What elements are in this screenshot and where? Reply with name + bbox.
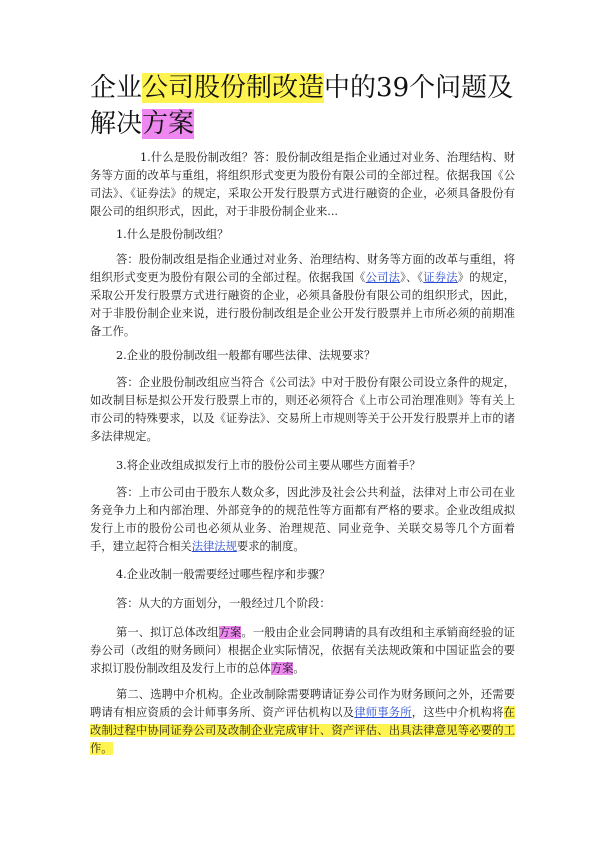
answer-3-text-a: 答：上市公司由于股东人数众多，因此涉及社会公共利益，法律对上市公司在业务竞争力上和内部治理、外部竞争的的规范性等方面都有严格的要求。企业改组成拟发行上市的股份公司也必须从业务、治理规范、同业竞争、关联交易等几个方面着手，建立起符合相关: [90, 486, 515, 553]
answer-1-text-b: 》、《: [400, 271, 424, 284]
answer-2: 答：企业股份制改组应当符合《公司法》中对于股份有限公司设立条件的规定，如改制目标是拟公开发行股票上市的，则还必须符合《上市公司治理准则》等有关上市公司的特殊要求，以及《证券法》、交易所上市规则等关于公开发行股票并上市的诸多法律规定。: [90, 376, 515, 443]
step-2-highlight: 在改制过程中协同证券公司及改制企业完成审计、资产评估、出具法律意见等必要的工作。: [90, 706, 515, 755]
step-1-paragraph: [90, 624, 515, 678]
page-title: [90, 70, 520, 142]
securities-law-link[interactable]: 证券法: [423, 271, 458, 284]
step-1-text-c: 。: [293, 662, 305, 675]
answer-1: [90, 251, 515, 341]
law-firm-link[interactable]: 律师事务所: [354, 706, 412, 719]
title-highlight-pink: 方案: [142, 109, 195, 139]
question-4: 4.企业改制一般需要经过哪些程序和步骤？: [116, 568, 331, 581]
answer-3-text-b: 要求的制度。: [236, 540, 305, 553]
step-2-text-b: ，这些中介机构将: [411, 706, 504, 719]
step-1-highlight-1: 方案: [218, 626, 242, 639]
step-1-highlight-2: 方案: [270, 662, 294, 675]
title-part-3: 中的39个问题及解决: [90, 73, 514, 139]
question-1: 1.什么是股份制改组？: [116, 228, 229, 241]
step-1-text-a: 第一、拟订总体改组: [116, 626, 219, 639]
answer-1-text-a: 答：股份制改组是指企业通过对业务、治理结构、财务等方面的改革与重组，将组织形式变更为股份有限公司的全部过程。依据我国《: [90, 253, 515, 284]
answer-4: 答：从大的方面划分，一般经过几个阶段：: [116, 597, 331, 610]
answer-1-text-c: 》的规定，采取公开发行股票方式进行融资的企业，必须具备股份有限公司的组织形式，因此，对于非股份制企业来说，进行股份制改组是企业公开发行股票并上市所必须的前期准备工作。: [90, 271, 515, 338]
question-3: 3.将企业改组成拟发行上市的股份公司主要从哪些方面着手？: [116, 459, 421, 472]
company-law-link[interactable]: 公司法: [365, 271, 401, 284]
title-part-1: 企业: [90, 73, 143, 103]
question-2: 2.企业的股份制改组一般都有哪些法律、法规要求？: [116, 349, 376, 362]
step-1-text-b: 。一般由企业会同聘请的具有改组和主承销商经验的证券公司（改组的财务顾问）根据企业实际情况，依据有关法规政策和中国证监会的要求拟订股份制改组及发行上市的总体: [90, 626, 515, 675]
step-2-paragraph: [90, 686, 515, 758]
step-2-text-a: 第二、选聘中介机构。企业改制除需要聘请证券公司作为财务顾问之外，还需要聘请有相应资质的会计师事务所、资产评估机构以及: [90, 688, 515, 719]
title-highlight-yellow: 公司股份制改造: [142, 73, 325, 103]
laws-regulations-link[interactable]: 法律法规: [191, 540, 237, 553]
answer-3: [90, 484, 515, 556]
intro-paragraph: 1.什么是股份制改组？答：股份制改组是指企业通过对业务、治理结构、财务等方面的改革与重组，将组织形式变更为股份有限公司的全部过程。依据我国《公司法》、《证券法》的规定，采取公开发行股票方式进行融资的企业，必须具备股份有限公司的组织形式，因此，对于非股份制企业来...: [90, 151, 515, 218]
